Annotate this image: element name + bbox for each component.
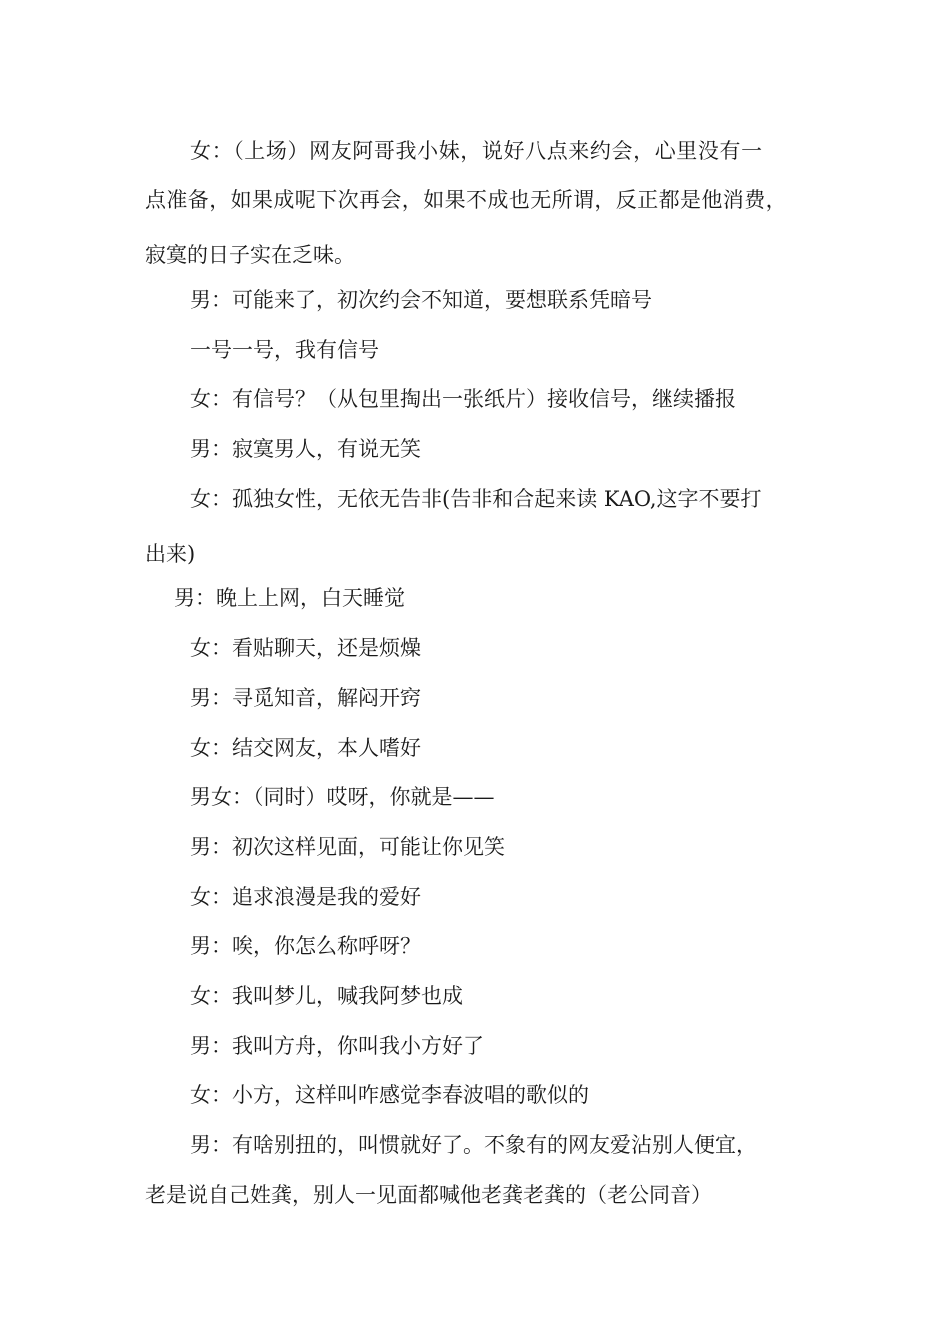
text-line-3: 寂寞的日子实在乏味。: [145, 243, 355, 267]
text-line-20: 女：小方，这样叫咋感觉李春波唱的歌似的: [190, 1083, 589, 1107]
text-line-13: 女：结交网友，本人嗜好: [190, 736, 421, 760]
text-line-22: 老是说自己姓龚，别人一见面都喊他老龚老龚的（老公同音）: [145, 1183, 712, 1207]
text-line-14: 男女：（同时）哎呀，你就是——: [190, 785, 495, 809]
text-line-2: 点准备，如果成呢下次再会，如果不成也无所谓，反正都是他消费，: [145, 188, 787, 212]
text-line-6: 女：有信号？（从包里掏出一张纸片）接收信号，继续播报: [190, 387, 736, 411]
text-line-7: 男：寂寞男人，有说无笑: [190, 437, 421, 461]
text-line-9: 出来): [145, 542, 196, 566]
text-line-1: 女：（上场）网友阿哥我小妹，说好八点来约会，心里没有一: [190, 139, 763, 163]
text-line-19: 男：我叫方舟，你叫我小方好了: [190, 1034, 484, 1058]
text-line-5: 一号一号，我有信号: [190, 338, 379, 362]
text-line-15: 男：初次这样见面，可能让你见笑: [190, 835, 505, 859]
text-line-8: 女：孤独女性，无依无告非(告非和合起来读 KAO,这字不要打: [190, 487, 762, 511]
text-line-17: 男：唉，你怎么称呼呀？: [190, 934, 421, 958]
text-line-10: 男：晚上上网，白天睡觉: [174, 586, 405, 610]
text-line-16: 女：追求浪漫是我的爱好: [190, 885, 421, 909]
text-line-21: 男：有啥别扭的，叫惯就好了。不象有的网友爱沾别人便宜，: [190, 1133, 757, 1157]
text-line-11: 女：看贴聊天，还是烦燥: [190, 636, 421, 660]
text-line-4: 男：可能来了，初次约会不知道，要想联系凭暗号: [190, 288, 652, 312]
text-line-18: 女：我叫梦儿，喊我阿梦也成: [190, 984, 463, 1008]
text-line-12: 男：寻觅知音，解闷开窍: [190, 686, 421, 710]
